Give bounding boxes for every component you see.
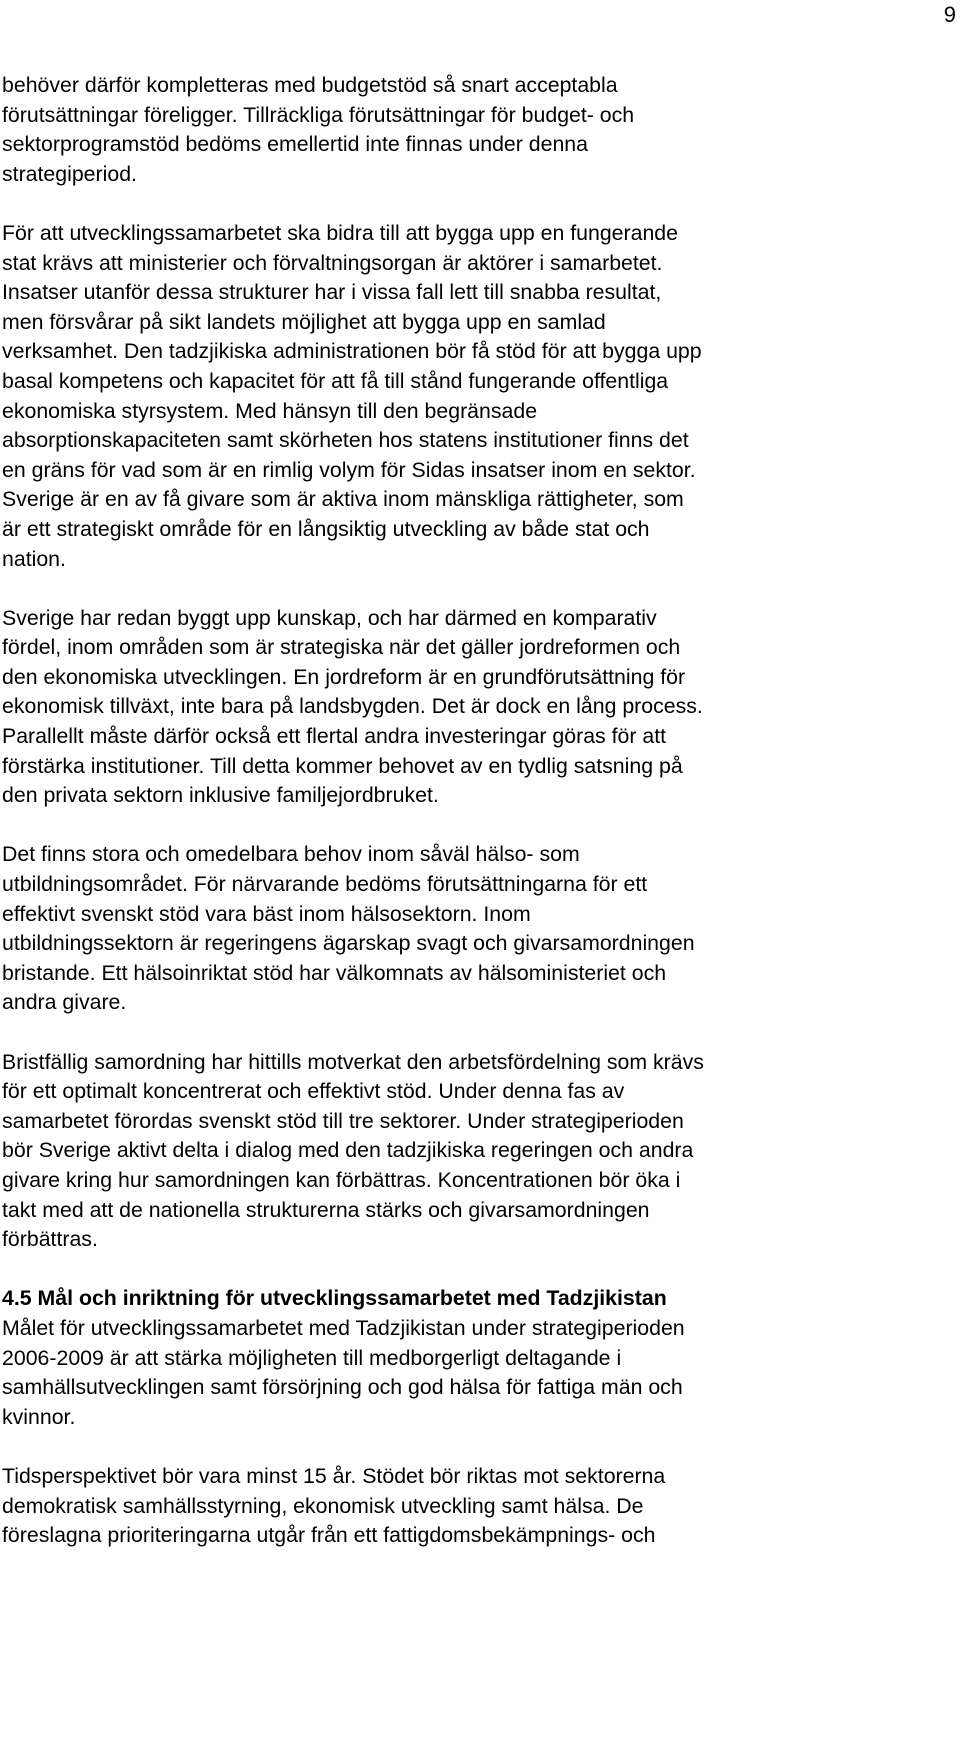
paragraph-state-building — [2, 219, 952, 574]
text-line: samhällsutvecklingen samt försörjning och god hälsa för fattiga män och — [2, 1375, 683, 1400]
text-line: takt med att de nationella strukturerna stärks och givarsamordningen — [2, 1197, 650, 1222]
text-line: Sverige är en av få givare som är aktiva inom mänskliga rättigheter, som — [2, 487, 684, 512]
text-line: behöver därför kompletteras med budgetstöd så snart acceptabla — [2, 73, 618, 97]
text-line: föreslagna prioriteringarna utgår från ett fattigdomsbekämpnings- och — [2, 1523, 656, 1548]
text-line: förstärka institutioner. Till detta kommer behovet av en tydlig satsning på — [2, 753, 683, 778]
text-line: Det finns stora och omedelbara behov inom såväl hälso- som — [2, 842, 580, 867]
section-4-5 — [2, 1284, 952, 1432]
paragraph-time-perspective — [2, 1462, 952, 1551]
paragraph-coordination — [2, 1048, 952, 1255]
text-line: är ett strategiskt område för en långsiktig utveckling av både stat och — [2, 516, 650, 541]
text-line: Målet för utvecklingssamarbetet med Tadzjikistan under strategiperioden — [2, 1315, 685, 1340]
text-line: förbättras. — [2, 1227, 98, 1252]
text-line: utbildningsområdet. För närvarande bedöms förutsättningarna för ett — [2, 872, 648, 897]
text-line: strategiperiod. — [2, 161, 137, 186]
text-line: fördel, inom områden som är strategiska när det gäller jordreformen och — [2, 635, 681, 660]
text-line: effektivt svenskt stöd vara bäst inom hälsosektorn. Inom — [2, 901, 531, 926]
section-heading: 4.5 Mål och inriktning för utvecklingssamarbetet med Tadzjikistan — [2, 1286, 667, 1311]
text-line: Insatser utanför dessa strukturer har i vissa fall lett till snabba resultat, — [2, 280, 662, 305]
text-line: ekonomisk tillväxt, inte bara på landsbygden. Det är dock en lång process. — [2, 694, 703, 719]
text-line: Parallellt måste därför också ett flertal andra investeringar göras för att — [2, 724, 667, 749]
text-line: förutsättningar föreligger. Tillräckliga förutsättningar för budget- och — [2, 102, 635, 127]
text-line: demokratisk samhällsstyrning, ekonomisk utveckling samt hälsa. De — [2, 1493, 644, 1518]
text-line: För att utvecklingssamarbetet ska bidra till att bygga upp en fungerande — [2, 220, 678, 245]
page-number: 9 — [943, 2, 956, 27]
paragraph-budget-support — [2, 71, 952, 189]
text-line: den ekonomiska utvecklingen. En jordreform är en grundförutsättning för — [2, 664, 686, 689]
text-line: ekonomiska styrsystem. Med hänsyn till den begränsade — [2, 398, 538, 423]
text-line: verksamhet. Den tadzjikiska administrationen bör få stöd för att bygga upp — [2, 339, 702, 364]
text-line: bristande. Ett hälsoinriktat stöd har välkomnats av hälsoministeriet och — [2, 960, 667, 985]
document-body — [2, 71, 952, 1551]
text-line: bör Sverige aktivt delta i dialog med den tadzjikiska regeringen och andra — [2, 1138, 694, 1163]
text-line: basal kompetens och kapacitet för att få till stånd fungerande offentliga — [2, 368, 669, 393]
text-line: för ett optimalt koncentrerat och effektivt stöd. Under denna fas av — [2, 1079, 625, 1104]
text-line: Sverige har redan byggt upp kunskap, och har därmed en komparativ — [2, 605, 657, 630]
text-line: nation. — [2, 546, 66, 571]
text-line: stat krävs att ministerier och förvaltningsorgan är aktörer i samarbetet. — [2, 250, 663, 275]
text-line: sektorprogramstöd bedöms emellertid inte finnas under denna — [2, 132, 588, 157]
paragraph-land-reform — [2, 604, 952, 811]
text-line: 2006-2009 är att stärka möjligheten till medborgerligt deltagande i — [2, 1345, 622, 1370]
text-line: utbildningssektorn är regeringens ägarskap svagt och givarsamordningen — [2, 931, 695, 956]
text-line: givare kring hur samordningen kan förbättras. Koncentrationen bör öka i — [2, 1167, 681, 1192]
paragraph-health-education — [2, 840, 952, 1018]
text-line: den privata sektorn inklusive familjejordbruket. — [2, 783, 439, 808]
text-line: kvinnor. — [2, 1404, 76, 1429]
text-line: en gräns för vad som är en rimlig volym för Sidas insatser inom en sektor. — [2, 457, 696, 482]
text-line: Bristfällig samordning har hittills motverkat den arbetsfördelning som krävs — [2, 1049, 704, 1074]
text-line: absorptionskapaciteten samt skörheten hos statens institutioner finns det — [2, 428, 689, 453]
text-line: Tidsperspektivet bör vara minst 15 år. Stödet bör riktas mot sektorerna — [2, 1463, 666, 1488]
text-line: samarbetet förordas svenskt stöd till tre sektorer. Under strategiperioden — [2, 1108, 684, 1133]
text-line: andra givare. — [2, 990, 127, 1015]
text-line: men försvårar på sikt landets möjlighet att bygga upp en samlad — [2, 309, 606, 334]
